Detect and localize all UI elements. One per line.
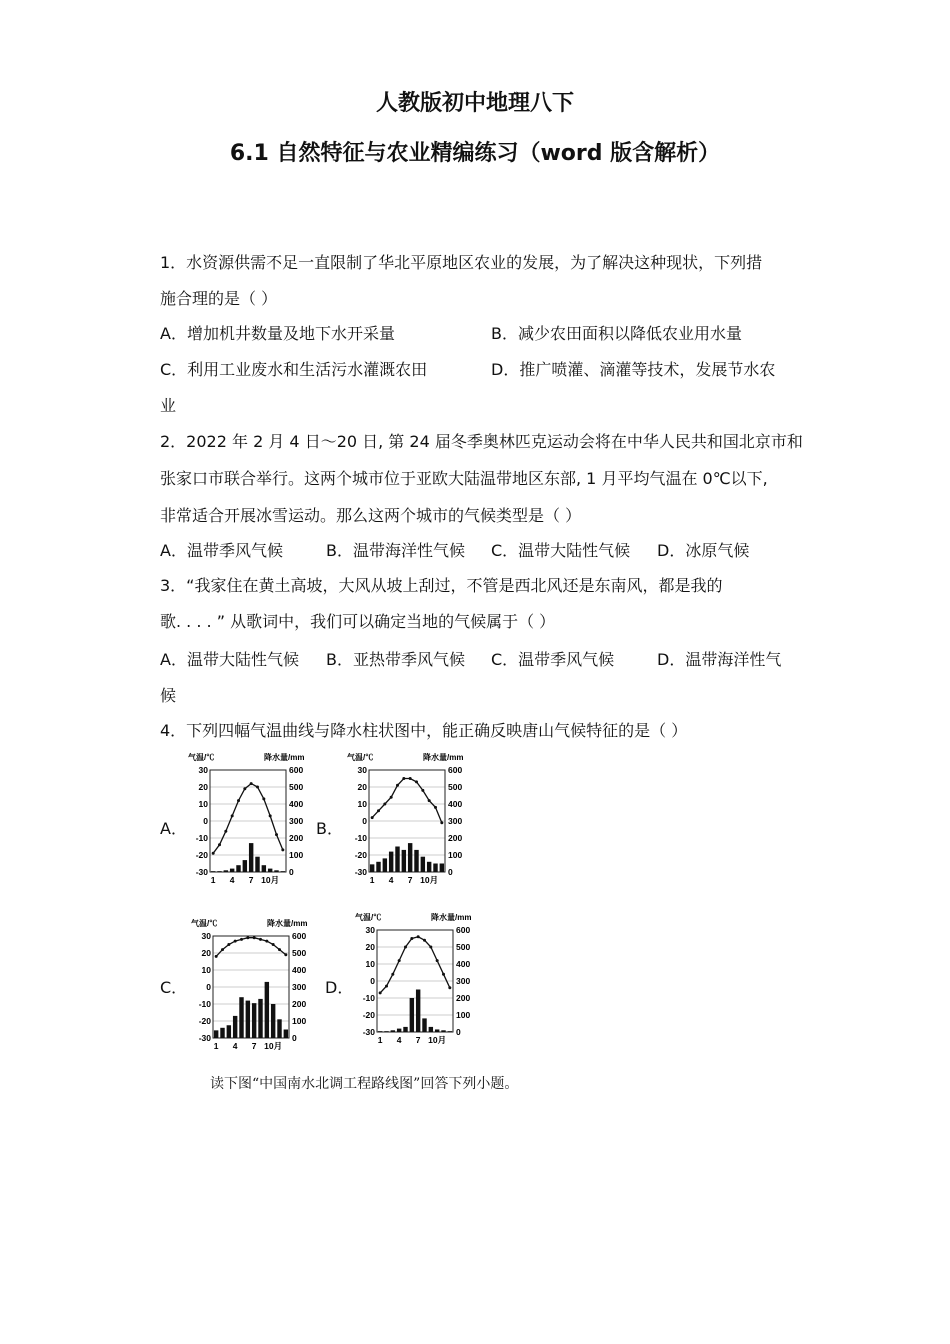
temp-point-11 xyxy=(442,973,445,976)
temp-point-7 xyxy=(250,782,253,785)
temp-point-5 xyxy=(404,946,407,949)
temp-tick-label: 30 xyxy=(357,765,367,775)
temp-point-3 xyxy=(224,830,227,833)
temp-point-4 xyxy=(390,796,393,799)
temp-axis-title: 气温/℃ xyxy=(355,913,382,922)
temp-tick-label: 20 xyxy=(201,948,211,958)
precip-bar-6 xyxy=(402,850,406,872)
precip-axis-title: 降水量/mm xyxy=(264,753,305,762)
temp-point-9 xyxy=(265,940,268,943)
x-tick-label: 4 xyxy=(396,1035,402,1045)
temp-tick-label: -30 xyxy=(198,1033,211,1043)
precip-bar-4 xyxy=(389,852,393,872)
climate-chart-a xyxy=(186,750,316,890)
temp-tick-label: -30 xyxy=(195,867,208,877)
precip-bar-8 xyxy=(414,850,418,872)
precip-tick-label: 600 xyxy=(289,765,304,775)
precip-bar-5 xyxy=(236,865,240,872)
precip-tick-label: 100 xyxy=(448,850,463,860)
x-tick-label: 4 xyxy=(388,875,394,885)
temp-point-2 xyxy=(218,843,221,846)
x-tick-label: 10月 xyxy=(420,875,439,885)
temp-tick-label: -20 xyxy=(354,850,367,860)
temp-tick-label: 20 xyxy=(365,942,375,952)
precip-bar-11 xyxy=(441,1030,445,1032)
precip-tick-label: 400 xyxy=(289,799,304,809)
precip-tick-label: 500 xyxy=(456,942,471,952)
precip-bar-12 xyxy=(284,1030,288,1039)
temp-point-7 xyxy=(253,936,256,939)
precip-bar-4 xyxy=(397,1029,401,1032)
precip-tick-label: 300 xyxy=(292,982,307,992)
q4-stem: 4．下列四幅气温曲线与降水柱状图中，能正确反映唐山气候特征的是（ ） xyxy=(160,721,688,740)
precip-bar-7 xyxy=(252,1003,256,1038)
temp-point-1 xyxy=(371,816,374,819)
precip-bar-7 xyxy=(408,843,412,872)
precip-tick-label: 600 xyxy=(292,931,307,941)
q2-stem-line1: 2．2022 年 2 月 4 日～20 日, 第 24 届冬季奥林匹克运动会将在中华人民共和国北京市和 xyxy=(160,432,803,451)
temp-tick-label: 0 xyxy=(362,816,367,826)
temp-tick-label: -20 xyxy=(195,850,208,860)
precip-bar-4 xyxy=(233,1016,237,1038)
temp-tick-label: -10 xyxy=(198,999,211,1009)
x-tick-label: 4 xyxy=(229,875,235,885)
temp-tick-label: -30 xyxy=(362,1027,375,1037)
temp-tick-label: 10 xyxy=(365,959,375,969)
precip-bar-4 xyxy=(230,869,234,872)
precip-bar-11 xyxy=(433,864,437,873)
precip-bar-3 xyxy=(391,1030,395,1032)
climate-chart-c xyxy=(189,916,319,1056)
precip-tick-label: 200 xyxy=(289,833,304,843)
precip-bar-8 xyxy=(255,857,259,872)
precip-bar-5 xyxy=(239,997,243,1038)
q3-option-b[interactable]: B．亚热带季风气候 xyxy=(326,650,465,669)
temp-point-1 xyxy=(379,991,382,994)
temp-tick-label: -20 xyxy=(362,1010,375,1020)
precip-tick-label: 0 xyxy=(289,867,294,877)
precip-bar-3 xyxy=(224,870,228,872)
temp-tick-label: 10 xyxy=(357,799,367,809)
q3-option-c[interactable]: C．温带季风气候 xyxy=(491,650,615,669)
x-tick-label: 1 xyxy=(210,875,216,885)
temp-point-2 xyxy=(385,985,388,988)
temp-tick-label: 30 xyxy=(201,931,211,941)
temp-point-6 xyxy=(410,937,413,940)
precip-tick-label: 500 xyxy=(448,782,463,792)
q4-option-d-label[interactable]: D． xyxy=(325,978,354,997)
temp-point-3 xyxy=(391,973,394,976)
precip-bar-8 xyxy=(258,999,262,1038)
q2-stem-line3: 非常适合开展冰雪运动。那么这两个城市的气候类型是（ ） xyxy=(160,506,582,525)
precip-bar-6 xyxy=(410,998,414,1032)
temp-tick-label: 0 xyxy=(206,982,211,992)
temp-point-12 xyxy=(448,986,451,989)
precip-bar-5 xyxy=(395,847,399,873)
precip-bar-10 xyxy=(271,1004,275,1038)
precip-bar-1 xyxy=(378,1031,382,1032)
temp-tick-label: 20 xyxy=(357,782,367,792)
temp-point-6 xyxy=(402,777,405,780)
precip-bar-1 xyxy=(370,864,374,872)
precip-tick-label: 400 xyxy=(456,959,471,969)
q1-option-b[interactable]: B．减少农田面积以降低农业用水量 xyxy=(491,324,742,343)
q2-option-c[interactable]: C．温带大陆性气候 xyxy=(491,541,631,560)
precip-bar-2 xyxy=(384,1031,388,1032)
precip-tick-label: 100 xyxy=(289,850,304,860)
temp-tick-label: 10 xyxy=(198,799,208,809)
temp-line xyxy=(216,938,286,957)
climate-chart-d xyxy=(353,910,483,1050)
temp-axis-title: 气温/℃ xyxy=(188,753,215,762)
map-caption: 读下图“中国南水北调工程路线图”回答下列小题。 xyxy=(210,1076,519,1092)
x-tick-label: 10月 xyxy=(261,875,280,885)
temp-point-7 xyxy=(417,935,420,938)
temp-point-10 xyxy=(272,943,275,946)
precip-bar-12 xyxy=(281,871,285,872)
temp-point-6 xyxy=(246,936,249,939)
precip-bar-3 xyxy=(383,858,387,872)
precip-bar-9 xyxy=(421,857,425,872)
temp-point-11 xyxy=(278,948,281,951)
precip-bar-12 xyxy=(440,864,444,873)
precip-bar-9 xyxy=(262,865,266,872)
precip-tick-label: 300 xyxy=(289,816,304,826)
precip-bar-7 xyxy=(249,843,253,872)
precip-tick-label: 500 xyxy=(292,948,307,958)
q3-option-d-cont: 候 xyxy=(160,686,177,705)
q4-option-b-label[interactable]: B． xyxy=(316,819,343,838)
temp-axis-title: 气温/℃ xyxy=(191,919,218,928)
precip-bar-9 xyxy=(429,1027,433,1032)
temp-tick-label: -20 xyxy=(198,1016,211,1026)
temp-point-3 xyxy=(227,943,230,946)
temp-point-2 xyxy=(377,809,380,812)
precip-bar-7 xyxy=(416,990,420,1033)
precip-tick-label: 300 xyxy=(456,976,471,986)
temp-point-6 xyxy=(243,787,246,790)
temp-point-10 xyxy=(269,814,272,817)
q1-option-a[interactable]: A．增加机井数量及地下水开采量 xyxy=(160,324,395,343)
temp-point-11 xyxy=(434,806,437,809)
q4-option-c-label[interactable]: C． xyxy=(160,978,188,997)
temp-tick-label: -10 xyxy=(354,833,367,843)
q2-option-a[interactable]: A．温带季风气候 xyxy=(160,541,283,560)
temp-point-8 xyxy=(259,938,262,941)
precip-tick-label: 100 xyxy=(292,1016,307,1026)
x-tick-label: 10月 xyxy=(428,1035,447,1045)
precip-axis-title: 降水量/mm xyxy=(423,753,464,762)
precip-bar-1 xyxy=(214,1030,218,1038)
temp-point-4 xyxy=(234,940,237,943)
precip-axis-title: 降水量/mm xyxy=(431,913,472,922)
x-tick-label: 1 xyxy=(377,1035,383,1045)
x-tick-label: 10月 xyxy=(264,1041,283,1051)
precip-bar-12 xyxy=(448,1031,452,1032)
temp-point-5 xyxy=(237,799,240,802)
temp-line xyxy=(380,937,450,993)
temp-point-3 xyxy=(383,803,386,806)
temp-tick-label: 0 xyxy=(370,976,375,986)
climate-chart-b xyxy=(345,750,475,890)
x-tick-label: 1 xyxy=(213,1041,219,1051)
x-tick-label: 1 xyxy=(369,875,375,885)
temp-point-11 xyxy=(275,833,278,836)
q3-option-a[interactable]: A．温带大陆性气候 xyxy=(160,650,299,669)
temp-line xyxy=(372,779,442,823)
temp-tick-label: -10 xyxy=(195,833,208,843)
temp-point-5 xyxy=(240,938,243,941)
temp-point-10 xyxy=(428,799,431,802)
precip-bar-6 xyxy=(243,860,247,872)
temp-point-10 xyxy=(436,959,439,962)
q1-stem-line2: 施合理的是（ ） xyxy=(160,289,278,308)
precip-bar-9 xyxy=(265,982,269,1038)
x-tick-label: 7 xyxy=(248,875,254,885)
precip-bar-6 xyxy=(246,1001,250,1038)
precip-axis-title: 降水量/mm xyxy=(267,919,308,928)
temp-point-9 xyxy=(429,946,432,949)
precip-bar-10 xyxy=(435,1029,439,1032)
precip-bar-2 xyxy=(220,1028,224,1038)
temp-tick-label: -10 xyxy=(362,993,375,1003)
temp-tick-label: 30 xyxy=(365,925,375,935)
precip-tick-label: 0 xyxy=(292,1033,297,1043)
q4-option-a-label[interactable]: A． xyxy=(160,819,187,838)
temp-point-1 xyxy=(215,955,218,958)
precip-tick-label: 200 xyxy=(456,993,471,1003)
temp-tick-label: 30 xyxy=(198,765,208,775)
q3-stem-line2: 歌. . . . ” 从歌词中，我们可以确定当地的气候属于（ ） xyxy=(160,612,556,631)
q1-stem-line1: 1．水资源供需不足一直限制了华北平原地区农业的发展，为了解决这种现状，下列措 xyxy=(160,253,763,272)
temp-tick-label: -30 xyxy=(354,867,367,877)
precip-tick-label: 0 xyxy=(448,867,453,877)
temp-tick-label: 20 xyxy=(198,782,208,792)
temp-point-9 xyxy=(262,797,265,800)
temp-point-12 xyxy=(284,953,287,956)
precip-bar-3 xyxy=(227,1025,231,1038)
q1-option-d-cont: 业 xyxy=(160,396,177,415)
precip-tick-label: 200 xyxy=(292,999,307,1009)
temp-point-8 xyxy=(415,780,418,783)
temp-line xyxy=(213,784,283,854)
q2-option-b[interactable]: B．温带海洋性气候 xyxy=(326,541,465,560)
precip-bar-10 xyxy=(427,862,431,872)
temp-tick-label: 0 xyxy=(203,816,208,826)
precip-bar-2 xyxy=(376,862,380,872)
precip-tick-label: 600 xyxy=(456,925,471,935)
precip-bar-5 xyxy=(403,1027,407,1032)
temp-point-8 xyxy=(423,939,426,942)
precip-tick-label: 200 xyxy=(448,833,463,843)
q2-stem-line2: 张家口市联合举行。这两个城市位于亚欧大陆温带地区东部, 1 月平均气温在 0℃以下, xyxy=(160,469,768,488)
precip-tick-label: 500 xyxy=(289,782,304,792)
temp-point-9 xyxy=(421,789,424,792)
precip-bar-11 xyxy=(274,870,278,872)
precip-bar-11 xyxy=(277,1019,281,1038)
precip-bar-2 xyxy=(217,871,221,872)
temp-point-8 xyxy=(256,786,259,789)
precip-tick-label: 400 xyxy=(448,799,463,809)
temp-point-2 xyxy=(221,948,224,951)
precip-tick-label: 100 xyxy=(456,1010,471,1020)
temp-point-12 xyxy=(281,848,284,851)
x-tick-label: 4 xyxy=(232,1041,238,1051)
temp-point-12 xyxy=(440,821,443,824)
precip-bar-1 xyxy=(211,871,215,872)
temp-point-1 xyxy=(212,852,215,855)
temp-point-5 xyxy=(396,784,399,787)
temp-tick-label: 10 xyxy=(201,965,211,975)
precip-bar-8 xyxy=(422,1018,426,1032)
precip-tick-label: 600 xyxy=(448,765,463,775)
q1-option-d[interactable]: D．推广喷灌、滴灌等技术，发展节水农 xyxy=(491,360,776,379)
x-tick-label: 7 xyxy=(415,1035,421,1045)
x-tick-label: 7 xyxy=(407,875,413,885)
temp-axis-title: 气温/℃ xyxy=(347,753,374,762)
precip-bar-10 xyxy=(268,869,272,872)
precip-tick-label: 0 xyxy=(456,1027,461,1037)
q1-option-c[interactable]: C．利用工业废水和生活污水灌溉农田 xyxy=(160,360,428,379)
temp-point-7 xyxy=(409,777,412,780)
x-tick-label: 7 xyxy=(251,1041,257,1051)
precip-tick-label: 400 xyxy=(292,965,307,975)
q2-option-d[interactable]: D．冰原气候 xyxy=(657,541,750,560)
page-title: 人教版初中地理八下 xyxy=(375,91,574,116)
q3-stem-line1: 3．“我家住在黄土高坡，大风从坡上刮过，不管是西北风还是东南风，都是我的 xyxy=(160,576,723,595)
temp-point-4 xyxy=(231,814,234,817)
q3-option-d[interactable]: D．温带海洋性气 xyxy=(657,650,782,669)
page-subtitle: 6.1 自然特征与农业精编练习（word 版含解析） xyxy=(229,141,721,166)
precip-tick-label: 300 xyxy=(448,816,463,826)
temp-point-4 xyxy=(398,959,401,962)
